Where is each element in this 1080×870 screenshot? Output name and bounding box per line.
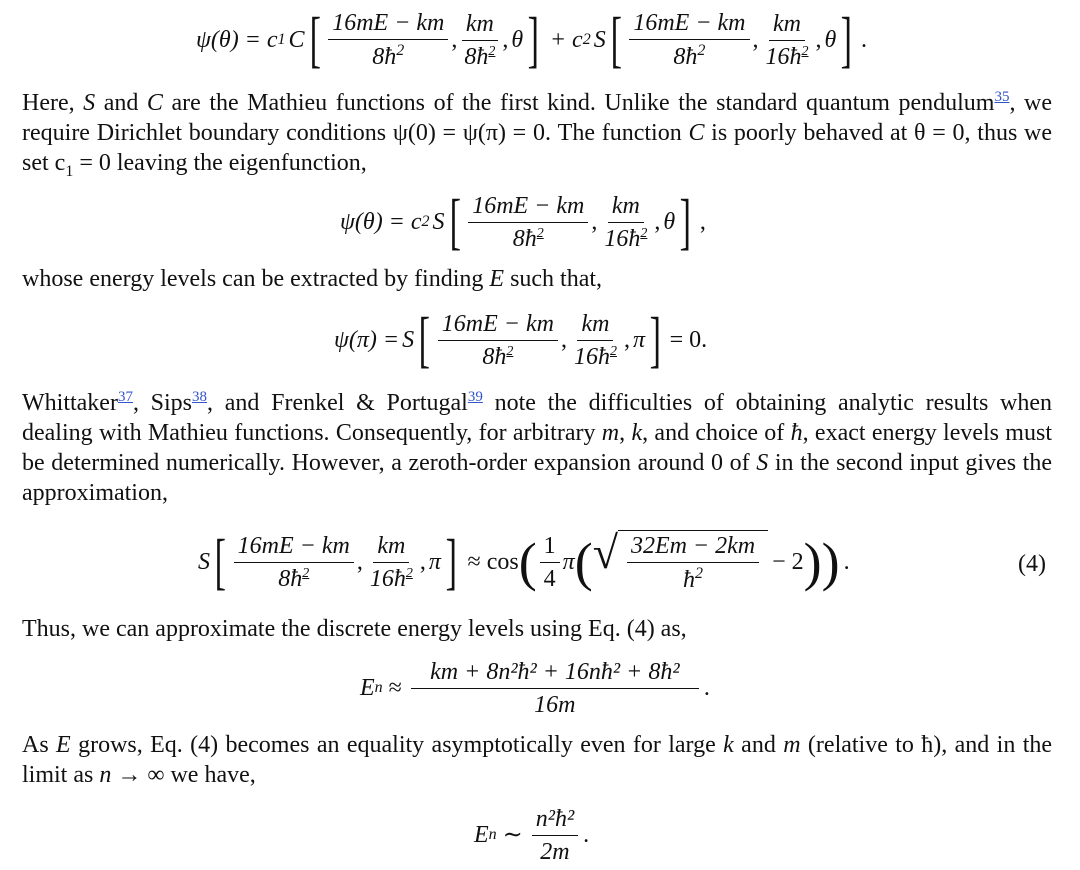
fraction-one-quarter: $\frac{1}{4}$ xyxy=(540,531,560,594)
fraction: $\frac{km}{16ħ^2}$ xyxy=(369,532,413,592)
citation-link-37[interactable]: 37 xyxy=(117,389,133,405)
equation-eigenfunction: ψ(θ) = c 2 S [ $\frac{16mE - km}{8ħ^2}$ , $\frac{km}{16ħ^2}$ , θ ] , xyxy=(340,188,706,256)
left-bracket: [ xyxy=(418,306,431,374)
equation-energy-limit: E n ∼ $\frac{\text{n²ħ²}}{2m}$ . xyxy=(474,805,590,865)
paragraph-mathieu-difficulties: Whittaker$^{37}$, Sips$^{38}$, and Frenkel & Portugal$^{39}$ note the difficulties of obtaining analytic results when dealing with Mathieu functions. Consequently, for arbitrary m, k, and choice of ħ, exact energy levels must be determined numerically. However, a zeroth-order expansion around 0 of S in the second input gives the approximation, xyxy=(22,389,1053,506)
fraction: $\frac{km}{16ħ^2}$ xyxy=(604,192,648,252)
paragraph-energy-levels: whose energy levels can be extracted by finding E such that, xyxy=(22,266,603,292)
fraction: $\frac{16mE - km}{8ħ^2}$ xyxy=(234,531,354,594)
fraction: $\frac{16mE - km}{8ħ^2}$ xyxy=(328,8,448,72)
eq1-lhs: ψ(θ) = c xyxy=(196,27,278,53)
citation-link-39[interactable]: 39 xyxy=(467,389,483,405)
equation-boundary-condition: ψ(π) = S [ $\frac{16mE - km}{8ħ^2}$ , $\frac{km}{16ħ^2}$ , π ] = 0. xyxy=(334,306,708,374)
fraction: $\frac{16mE - km}{8ħ^2}$ xyxy=(468,191,588,254)
fraction: $\frac{km}{16ħ^2}$ xyxy=(765,10,809,70)
right-bracket: ] xyxy=(840,6,853,74)
eq1-plus: + c xyxy=(549,27,583,53)
citation-link-35[interactable]: 35 xyxy=(994,89,1010,105)
equation-4-approximation: S [ $\frac{16mE - km}{8ħ^2}$ , $\frac{km}{16ħ^2}$ , π ] ≈ cos ( $\frac{1}{4}$ π ( √ $\frac{32Em - 2km}{ħ^2}$ − 2 ) ) . xyxy=(198,526,850,596)
left-bracket: [ xyxy=(449,188,461,256)
fraction: $\frac{km}{8ħ^2}$ xyxy=(460,9,499,72)
right-bracket: ] xyxy=(527,6,540,74)
left-bracket: [ xyxy=(610,6,622,74)
citation-link-38[interactable]: 38 xyxy=(192,389,208,405)
fraction: $\frac{16mE - km}{8ħ^2}$ xyxy=(438,309,558,372)
equation-number-4: (4) xyxy=(1018,551,1046,577)
square-root: √ $\frac{32Em - 2km}{ħ^2}$ xyxy=(593,530,768,595)
equation-energy-approximation: E n ≈ $\frac{\text{km + 8n²ħ² + 16nħ² + 8ħ²}}{16m}$ . xyxy=(360,658,710,718)
paragraph-approximate-levels: Thus, we can approximate the discrete energy levels using Eq. (4) as, xyxy=(22,616,687,642)
fraction: $\frac{km}{16ħ^2}$ xyxy=(573,310,617,370)
left-bracket: [ xyxy=(214,528,227,596)
right-bracket: ] xyxy=(679,188,692,256)
fraction: $\frac{\text{n²ħ²}}{2m}$ xyxy=(532,804,578,867)
paragraph-asymptotic: As E grows, Eq. (4) becomes an equality asymptotically even for large k and m (relative to ħ), and in the limit as n → ∞ we have, xyxy=(22,732,1053,788)
paragraph-mathieu-intro: Here, S and C are the Mathieu functions of the first kind. Unlike the standard quantum pendulum$^{35}$, we require Dirichlet boundary conditions ψ(0) = ψ(π) = 0. The function C is poorly behaved at θ = 0, thus we set $c_1 = 0$ leaving the eigenfunction, xyxy=(22,89,1052,180)
eq1-func-s: S xyxy=(593,27,606,53)
fraction: $\frac{\text{km + 8n²ħ² + 16nħ² + 8ħ²}}{16m}$ xyxy=(411,657,699,720)
right-bracket: ] xyxy=(649,306,661,374)
fraction: $\frac{16mE - km}{8ħ^2}$ xyxy=(629,8,749,72)
right-bracket: ] xyxy=(445,528,457,596)
eq1-func-c: C xyxy=(288,27,305,53)
equation-general-solution: ψ(θ) = c 1 C [ $\frac{16mE - km}{8ħ^2}$ , $\frac{km}{8ħ^2}$ , θ ] + c 2 S [ $\frac{16mE - km}{8ħ^2}$ , $\frac{km}{16ħ^2}$ , θ ] . xyxy=(196,6,867,74)
left-bracket: [ xyxy=(309,6,321,74)
